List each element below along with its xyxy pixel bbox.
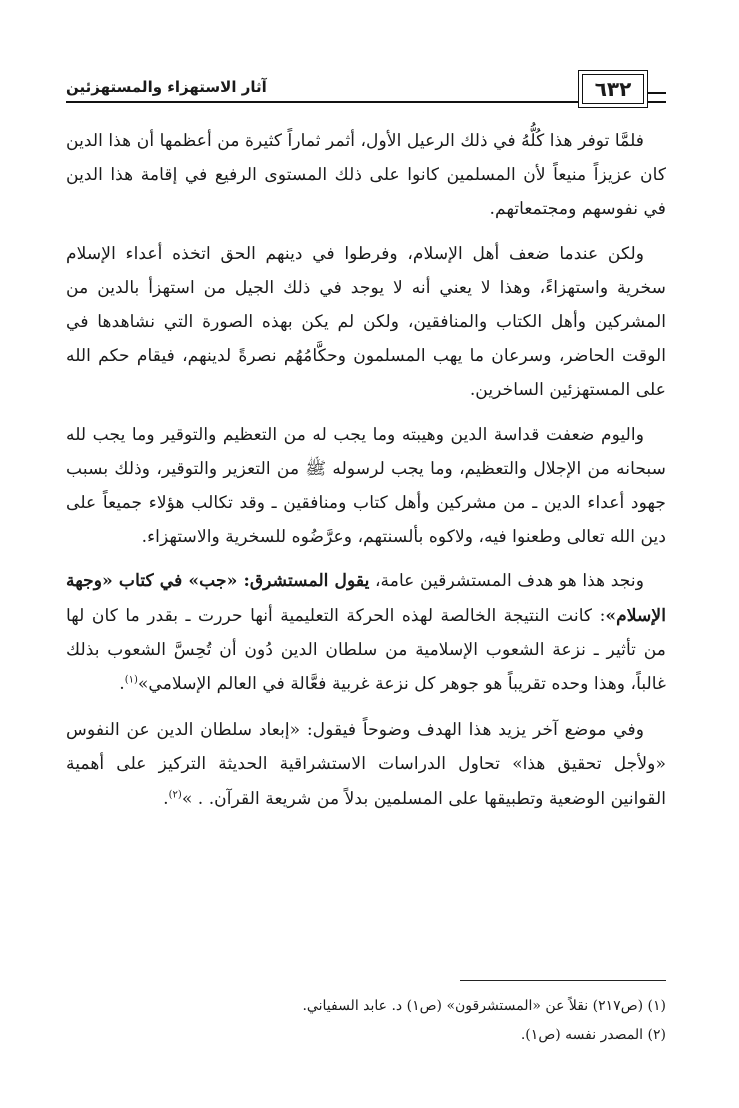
page-number: ٦٣٢ [582,74,644,104]
footnote-2: (٢) المصدر نفسه (ص١). [520,1027,666,1043]
running-title: آثار الاستهزاء والمستهزئين [66,78,267,96]
footnote-ref-1: (١) [124,674,138,686]
paragraph-4-lead: ونجد هذا هو هدف المستشرقين عامة، [369,571,644,592]
footnote-1: (١) (ص٢١٧) نقلاً عن «المستشرقون» (ص١) د. عابد السفياني. [302,998,666,1014]
footnote-separator [460,980,666,981]
paragraph-5-end: . [163,788,169,809]
paragraph-3: واليوم ضعفت قداسة الدين وهيبته وما يجب له من التعظيم والتوقير وما يجب لله سبحانه من الإجلال والتعظيم، وما يجب لرسوله ﷺ من التعزير والتوقير، وذلك بسبب جهود أعداء الدين ـ من مشركين وأهل كتاب ومنافقين ـ وقد تكالب هؤلاء جميعاً على دين الله تعالى وطعنوا فيه، ولاكوه بألسنتهم، وعرَّضُوه للسخرية والاستهزاء. [66,424,666,548]
paragraph-1: فلمَّا توفر هذا كُلُّهُ في ذلك الرعيل الأول، أثمر ثماراً كثيرة من أعظمها أن هذا الدين كان عزيزاً منيعاً لأن المسلمين كانوا على ذلك المستوى الرفيع في إقامة هذا الدين في نفوسهم ومجتمعاتهم. [66,131,666,220]
paragraph-4-bold-quote: يقول المستشرق: «جب» في كتاب «وجهة الإسلام» [66,571,666,626]
paragraph-2: ولكن عندما ضعف أهل الإسلام، وفرطوا في دينهم الحق اتخذه أعداء الإسلام سخرية واستهزاءً، وهذا لا يعني أنه لا يوجد في ذلك الجيل من استهزأ بالدين من المشركين وأهل الكتاب والمنافقين، ولكن لم يكن بهذه الصورة التي نشاهدها في الوقت الحاضر، وسرعان ما يهب المسلمون وحكَّامُهُم نصرةً لدينهم، فيقام حكم الله على المستهزئين الساخرين. [66,243,666,401]
paragraph-4-rest: : كانت النتيجة الخالصة لهذه الحركة التعليمية أنها حررت ـ بقدر ما كان لها من تأثير ـ نزعة الشعوب الإسلامية من سلطان الدين دُون أن تُحِسَّ الشعوب بذلك غالباً، وهذا وحده تقريباً هو جوهر كل نزعة غربية فعَّالة في العالم الإسلامي» [66,605,666,695]
footnote-ref-2: (٢) [168,788,182,800]
paragraph-4-end: . [119,674,125,695]
page-number-box [578,70,648,108]
paragraph-5-text: وفي موضع آخر يزيد هذا الهدف وضوحاً فيقول: «إبعاد سلطان الدين عن النفوس «ولأجل تحقيق هذا» تحاول الدراسات الاستشراقية الحديثة التركيز على أهمية القوانين الوضعية وتطبيقها على المسلمين بدلاً من شريعة القرآن. . » [66,720,666,809]
running-header [66,70,666,104]
header-tick [648,92,666,94]
main-text [66,124,666,826]
paragraph-5 [66,713,666,816]
footnotes [66,992,666,1050]
header-rule [66,101,666,103]
paragraph-4 [66,564,666,701]
